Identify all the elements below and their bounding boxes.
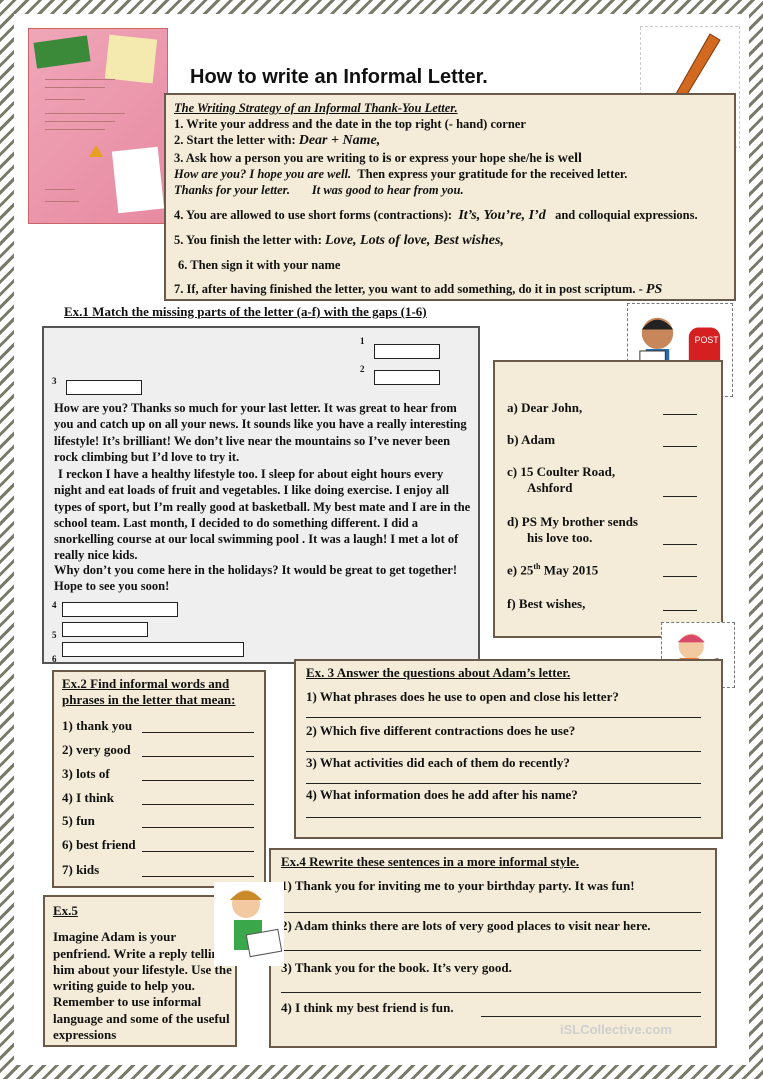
ex4-sentence-1: 1) Thank you for inviting me to your birthday party. It was fun!: [281, 878, 635, 893]
ex5-instructions: Imagine Adam is your penfriend. Write a reply telling him about your lifestyle. Use the writing guide to help you. Remember to use informal language and some of the useful expressions: [53, 929, 232, 1042]
ex2-box: [52, 670, 266, 888]
strategy-step-4: 4. You are allowed to use short forms (contractions): It’s, You’re, I’d and colloquial expressions.: [174, 207, 698, 223]
ex4-answer-line-3[interactable]: [281, 992, 701, 993]
option-b: b) Adam: [507, 432, 556, 447]
strategy-step-2: 2. Start the letter with: Dear + Name,: [174, 133, 381, 149]
ex3-title: Ex. 3 Answer the questions about Adam’s letter.: [306, 665, 571, 680]
ex2-blank-1[interactable]: [142, 732, 254, 733]
option-d: d) PS My brother sends his love too.: [507, 514, 638, 545]
ex3-question-2: 2) Which five different contractions does he use?: [306, 723, 576, 738]
strategy-example-1: How are you? I hope you are well. Then express your gratitude for the received letter.: [174, 167, 628, 182]
gap-number-2: 2: [360, 364, 365, 374]
answer-blank-a[interactable]: [663, 414, 697, 415]
watermark: iSLCollective.com: [560, 1022, 672, 1037]
envelope-image: [112, 147, 164, 213]
strategy-step-1: 1. Write your address and the date in the top right (- hand) corner: [174, 116, 526, 131]
ex5-box: [43, 895, 237, 1047]
ex3-question-4: 4) What information does he add after his name?: [306, 787, 578, 802]
gap-number-3: 3: [52, 376, 57, 386]
option-a: a) Dear John,: [507, 400, 583, 415]
ex2-item-7: 7) kids: [62, 862, 100, 877]
ex2-item-4: 4) I think: [62, 790, 115, 805]
ex4-answer-line-1[interactable]: [281, 912, 701, 913]
answer-blank-f[interactable]: [663, 610, 697, 611]
ex3-answer-line-2[interactable]: [306, 751, 701, 752]
ex2-item-3: 3) lots of: [62, 766, 110, 781]
ex2-blank-4[interactable]: [142, 804, 254, 805]
answer-blank-e[interactable]: [663, 576, 697, 577]
ex3-question-3: 3) What activities did each of them do recently?: [306, 755, 570, 770]
letter-paragraph-1: How are you? Thanks so much for your last letter. It was great to hear from you and catch up on all your news. It sounds like you have a really interesting lifestyle! It’s brilliant! We don’t live near the mountains so I’ve never been rock climbing but I’d love to try it.: [54, 401, 467, 464]
green-note-card: [33, 35, 90, 68]
ex3-answer-line-4[interactable]: [306, 817, 701, 818]
ex2-item-2: 2) very good: [62, 742, 131, 757]
gap-number-4: 4: [52, 600, 57, 610]
gap-3-box[interactable]: [66, 380, 142, 395]
strategy-step-3: 3. Ask how a person you are writing to is or express your hope she/he is well: [174, 150, 582, 166]
ex4-sentence-3: 3) Thank you for the book. It’s very good.: [281, 960, 512, 975]
ex3-answer-line-3[interactable]: [306, 783, 701, 784]
ex2-item-1: 1) thank you: [62, 718, 133, 733]
strategy-step-5: 5. You finish the letter with: Love, Lots of love, Best wishes,: [174, 233, 504, 248]
gap-number-1: 1: [360, 336, 365, 346]
ex1-title: Ex.1 Match the missing parts of the letter (a-f) with the gaps (1-6): [64, 304, 427, 319]
ex4-sentence-2: 2) Adam thinks there are lots of very good places to visit near here.: [281, 918, 651, 933]
ex4-answer-line-4[interactable]: [481, 1016, 701, 1017]
gap-1-box[interactable]: [374, 344, 440, 359]
ex5-title: Ex.5: [53, 903, 78, 918]
gap-6-box[interactable]: [62, 642, 244, 657]
gap-number-5: 5: [52, 630, 57, 640]
option-c: c) 15 Coulter Road, Ashford: [507, 464, 616, 495]
gap-5-box[interactable]: [62, 622, 148, 637]
letter-paragraph-3: Why don’t you come here in the holidays? It would be great to get together! Hope to see you soon!: [54, 563, 457, 594]
ex2-blank-7[interactable]: [142, 876, 254, 877]
adam-letter: [42, 326, 480, 664]
ex3-question-1: 1) What phrases does he use to open and close his letter?: [306, 689, 619, 704]
ex4-answer-line-2[interactable]: [281, 950, 701, 951]
ex2-blank-3[interactable]: [142, 780, 254, 781]
ex3-box: [294, 659, 723, 839]
gap-2-box[interactable]: [374, 370, 440, 385]
ex2-item-5: 5) fun: [62, 813, 95, 828]
ex4-title: Ex.4 Rewrite these sentences in a more informal style.: [281, 854, 579, 869]
ex2-blank-5[interactable]: [142, 827, 254, 828]
strategy-heading: The Writing Strategy of an Informal Thank-You Letter.: [174, 101, 458, 115]
options-box: [493, 360, 723, 638]
gap-4-box[interactable]: [62, 602, 178, 617]
ex4-box: [269, 848, 717, 1048]
strategy-step-6: 6. Then sign it with your name: [178, 257, 341, 272]
ex2-title: Ex.2 Find informal words and phrases in the letter that mean:: [62, 676, 236, 707]
boy-writing-icon: [214, 882, 284, 966]
writing-strategy-box: [164, 93, 736, 301]
page-title: How to write an Informal Letter.: [190, 66, 488, 88]
ex2-item-6: 6) best friend: [62, 837, 136, 852]
answer-blank-c[interactable]: [663, 496, 697, 497]
postbox-label: POST: [694, 335, 719, 346]
answer-blank-d[interactable]: [663, 544, 697, 545]
letter-paragraph-2: I reckon I have a healthy lifestyle too. I sleep for about eight hours every night and eat loads of fruit and vegetables. I like doing exercise. I enjoy all types of sport, but I’m really good at basketball. My best mate and I are in the school team. Last month, I decided to do something different. I did a snorkelling course at our local swimming pool . It was a laugh! I met a lot of really nice kids.: [54, 467, 471, 563]
strategy-example-2: Thanks for your letter. It was good to hear from you.: [174, 182, 464, 197]
strategy-step-7: 7. If, after having finished the letter, you want to add something, do it in post scriptum. - PS: [174, 282, 663, 298]
answer-blank-b[interactable]: [663, 446, 697, 447]
option-f: f) Best wishes,: [507, 596, 586, 611]
ex3-answer-line-1[interactable]: [306, 717, 701, 718]
ex2-blank-6[interactable]: [142, 851, 254, 852]
ex2-blank-2[interactable]: [142, 756, 254, 757]
warning-icon: [89, 145, 103, 157]
letter-postcard-illustration: [28, 28, 168, 224]
gap-number-6: 6: [52, 654, 57, 664]
option-e: e) 25th May 2015: [507, 562, 599, 578]
ex4-sentence-4: 4) I think my best friend is fun.: [281, 1000, 454, 1015]
sticky-note: [105, 35, 157, 84]
